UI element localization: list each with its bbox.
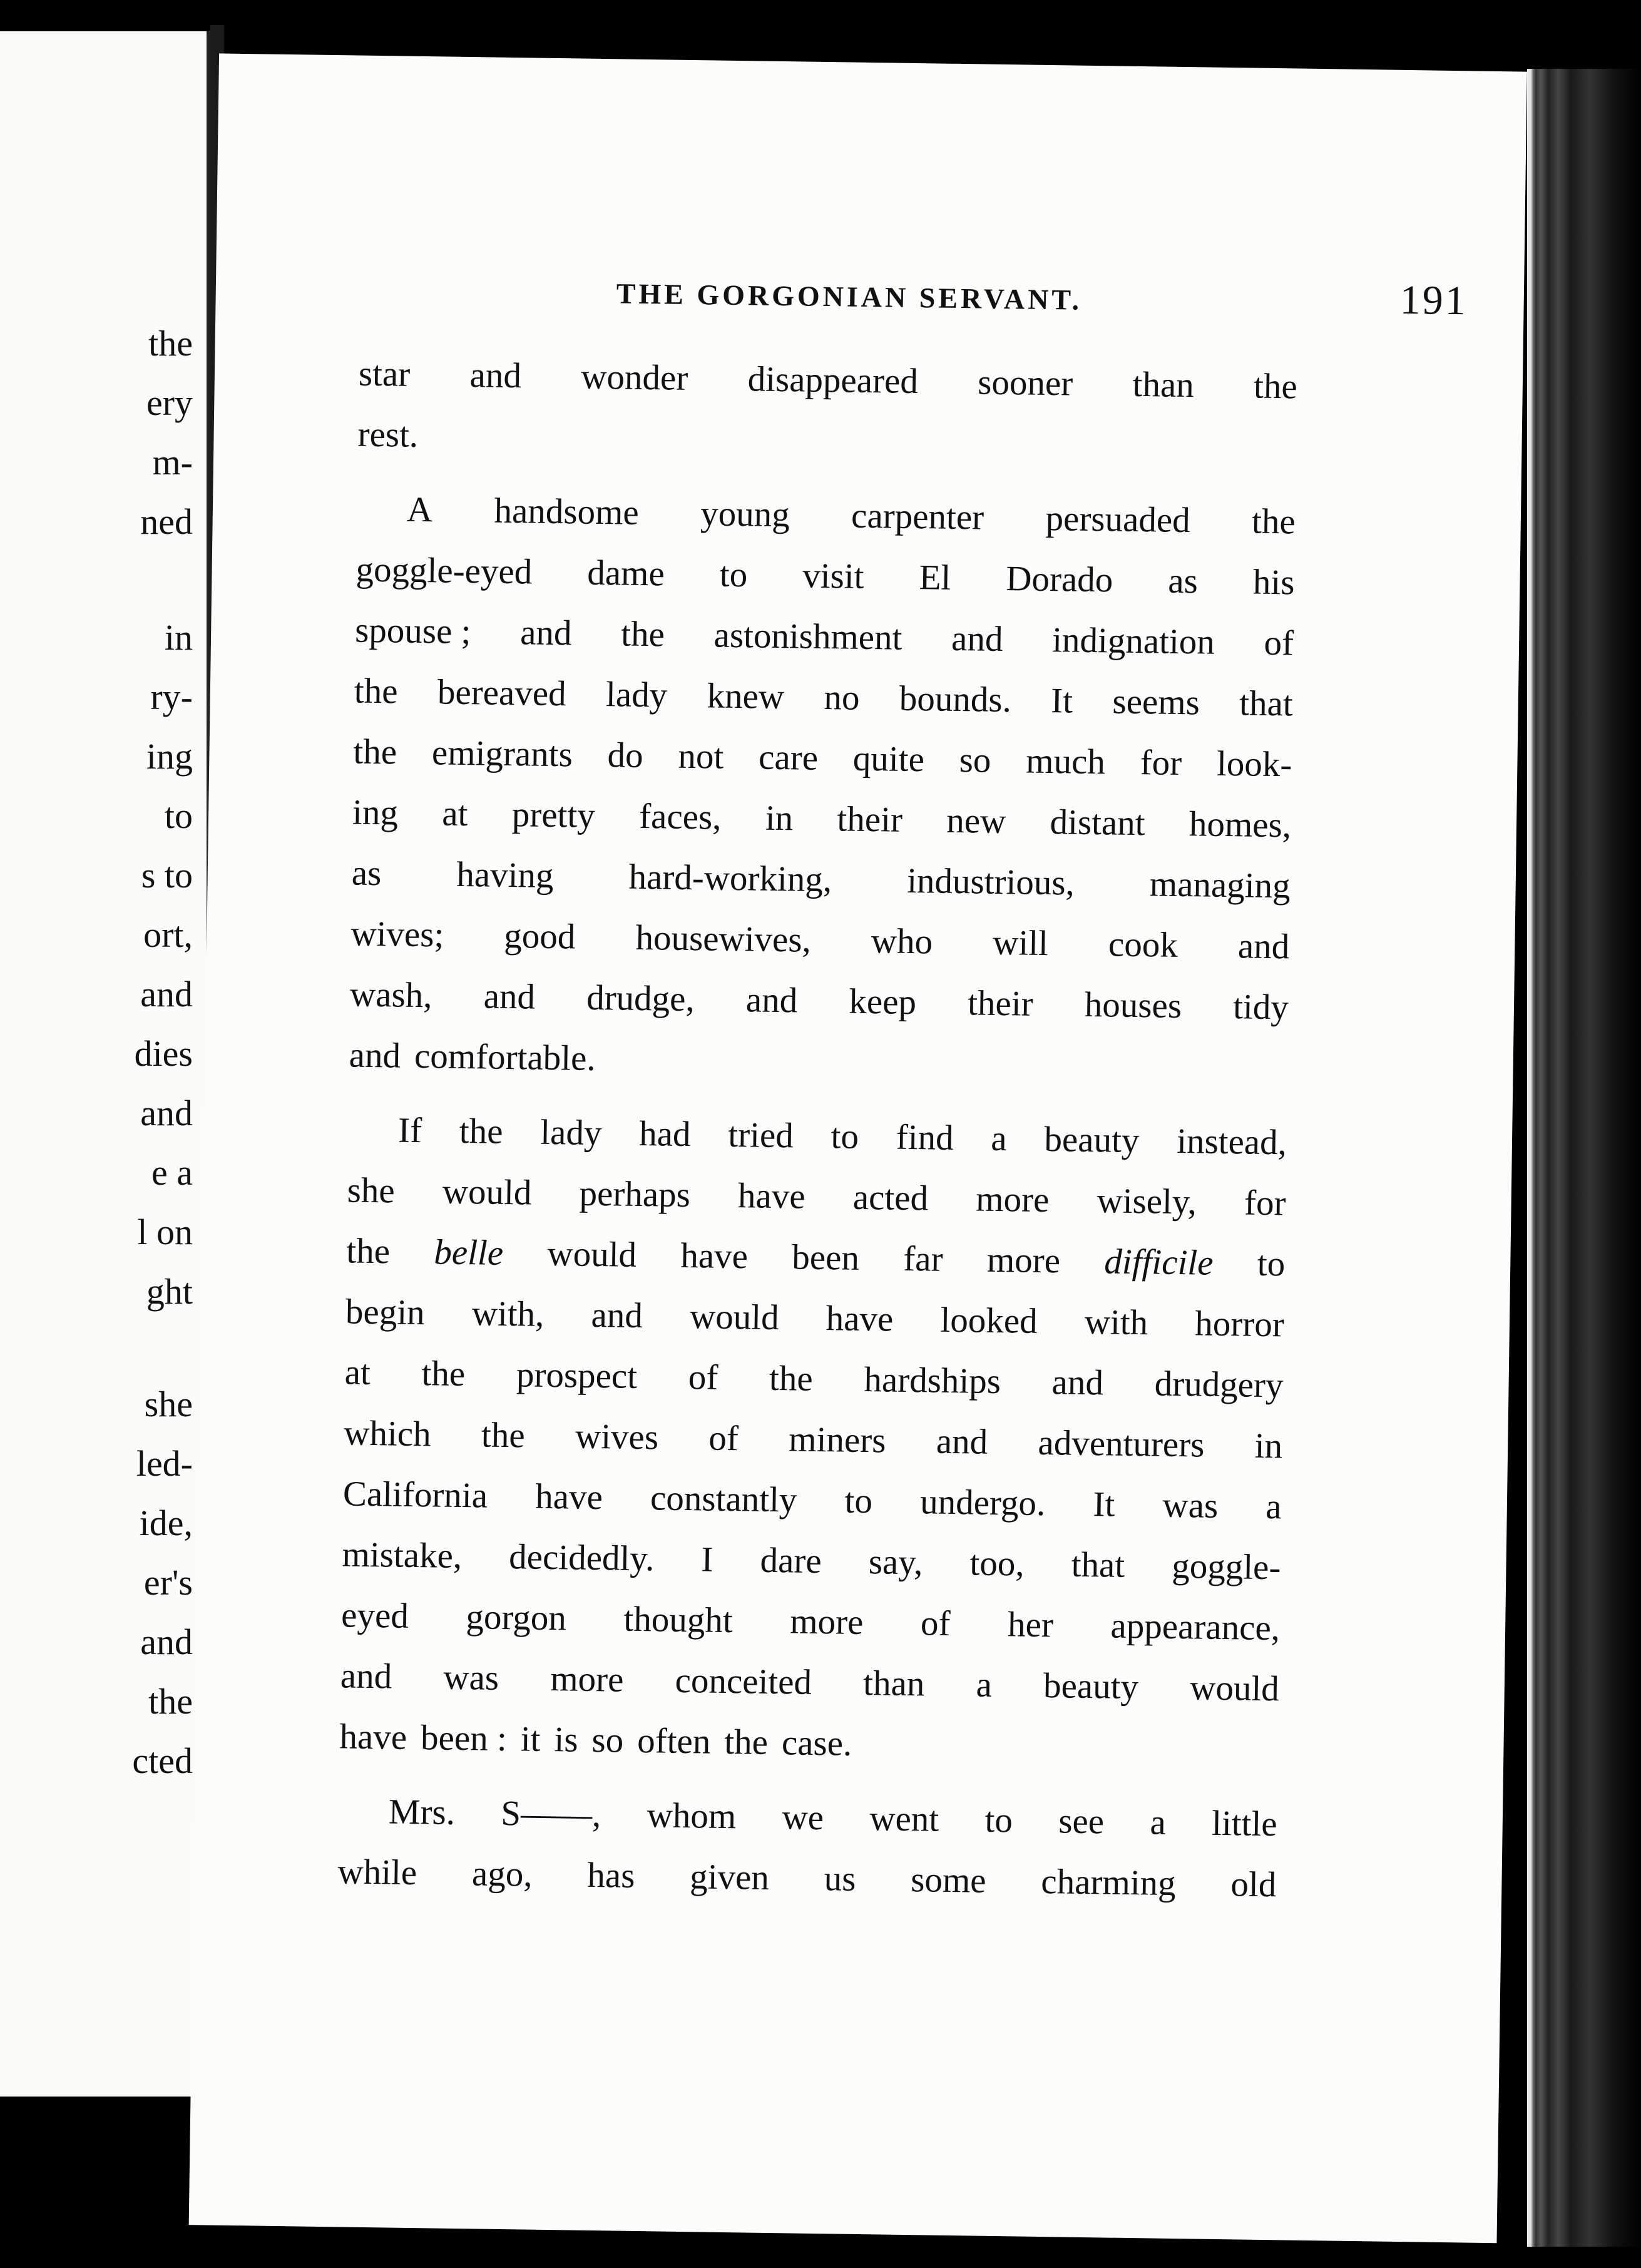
word: their	[967, 983, 1034, 1024]
word: had	[638, 1113, 691, 1155]
word: that	[1239, 683, 1294, 724]
word: the	[459, 1111, 503, 1152]
word: and	[483, 976, 536, 1017]
facing-page-fragment: ort,	[143, 914, 193, 955]
word: undergo.	[919, 1482, 1046, 1524]
word: pretty	[511, 795, 596, 835]
word: houses	[1084, 984, 1182, 1026]
word: say,	[868, 1542, 923, 1583]
word: gorgon	[466, 1597, 567, 1638]
word: visit	[802, 556, 864, 596]
word: the	[421, 1354, 466, 1394]
word: a	[990, 1118, 1008, 1159]
word: wisely,	[1097, 1181, 1197, 1222]
word: more	[975, 1179, 1050, 1220]
facing-page-fragment: ide,	[139, 1503, 193, 1543]
word: persuaded	[1045, 498, 1191, 541]
facing-page-fragment: the	[148, 323, 193, 364]
word: in	[765, 798, 794, 839]
word: rest.	[357, 414, 419, 455]
word: A	[406, 489, 433, 530]
word: went	[869, 1799, 939, 1839]
word: would	[547, 1234, 637, 1275]
word: would	[442, 1172, 532, 1213]
word: acted	[852, 1177, 929, 1218]
word: find	[896, 1117, 954, 1158]
word: it	[520, 1719, 541, 1759]
word: adventurers	[1038, 1423, 1205, 1465]
word: the	[354, 671, 398, 712]
word: thought	[623, 1599, 734, 1641]
facing-page-fragment: l on	[137, 1212, 193, 1252]
body-text	[337, 344, 1298, 1916]
facing-page-fragment: ing	[146, 736, 193, 777]
page-number: 191	[1399, 277, 1468, 324]
word: she	[347, 1170, 396, 1211]
word: constantly	[650, 1478, 797, 1520]
word: tidy	[1232, 987, 1289, 1028]
word: and	[936, 1421, 988, 1462]
word: look-	[1216, 743, 1292, 785]
word: will	[992, 922, 1049, 964]
word: managing	[1149, 864, 1291, 906]
word: more	[986, 1240, 1061, 1281]
word: knew	[707, 676, 785, 717]
word: at	[344, 1352, 371, 1392]
word: wash,	[349, 974, 432, 1016]
word: much	[1025, 741, 1106, 782]
word: with,	[471, 1294, 544, 1334]
word: young	[700, 494, 790, 535]
facing-page-fragment: to	[164, 795, 193, 836]
book-page	[189, 53, 1527, 2243]
word: whom	[647, 1796, 737, 1837]
word: case.	[781, 1723, 852, 1764]
word: and	[1051, 1362, 1104, 1403]
word: industrious,	[906, 861, 1075, 903]
word: his	[1252, 562, 1295, 603]
word: and	[340, 1656, 392, 1697]
word: appearance,	[1110, 1606, 1281, 1648]
word: too,	[969, 1543, 1025, 1584]
word: little	[1211, 1803, 1278, 1844]
running-head	[541, 265, 1468, 334]
word: to	[984, 1800, 1013, 1841]
word: belle	[433, 1232, 504, 1273]
word: sooner	[977, 362, 1073, 404]
word: no	[824, 678, 860, 718]
word: star	[358, 354, 411, 394]
word: have	[737, 1176, 806, 1217]
facing-page	[0, 31, 210, 2097]
word: and	[951, 618, 1003, 659]
word: we	[782, 1797, 824, 1838]
word: have	[534, 1476, 603, 1518]
word: of	[920, 1603, 951, 1643]
word: would	[689, 1297, 780, 1338]
word: and	[745, 980, 798, 1021]
facing-page-fragment: in	[164, 617, 193, 658]
word: spouse ;	[354, 610, 471, 652]
word: more	[550, 1659, 624, 1700]
word: and	[519, 613, 572, 653]
word: drudge,	[586, 978, 695, 1019]
word: seems	[1112, 682, 1200, 723]
word: drudgery	[1154, 1364, 1284, 1406]
word: so	[959, 740, 991, 780]
word: El	[919, 558, 951, 598]
word: has	[586, 1855, 635, 1896]
word: in	[1254, 1426, 1283, 1466]
text-line	[337, 1841, 1277, 1915]
word: and	[591, 1295, 643, 1336]
word: housewives,	[635, 917, 812, 960]
word: perhaps	[579, 1173, 691, 1215]
word: to	[844, 1481, 873, 1521]
word: astonishment	[713, 615, 902, 658]
word: for	[1244, 1183, 1287, 1223]
word: goggle-	[1171, 1546, 1281, 1588]
facing-page-fragment: and	[140, 974, 193, 1014]
facing-page-fragment: ery	[146, 382, 193, 423]
word: ing	[352, 792, 399, 833]
word: been	[791, 1237, 860, 1278]
word: at	[441, 794, 468, 834]
word: the	[723, 1722, 769, 1762]
word: some	[910, 1860, 987, 1901]
facing-page-fragment: m-	[152, 442, 193, 483]
word: horror	[1194, 1304, 1285, 1345]
word: homes,	[1189, 804, 1292, 845]
word: of	[708, 1418, 739, 1459]
word: It	[1050, 681, 1073, 721]
word: indignation	[1051, 620, 1215, 662]
word: wives	[575, 1416, 659, 1458]
word: beauty	[1044, 1119, 1140, 1161]
word: dare	[760, 1540, 822, 1581]
word: the	[353, 732, 397, 772]
word: while	[337, 1852, 417, 1893]
word: comfortable.	[414, 1036, 596, 1078]
word: having	[456, 854, 554, 896]
word: who	[871, 921, 933, 962]
word: so	[591, 1720, 624, 1760]
word: wonder	[580, 357, 688, 398]
word: their	[837, 799, 903, 840]
word: the	[620, 614, 665, 655]
word: been :	[420, 1718, 508, 1759]
facing-page-fragment: the	[148, 1681, 193, 1722]
word: Dorado	[1005, 559, 1113, 600]
word: goggle-eyed	[355, 549, 533, 592]
word: distant	[1050, 802, 1146, 844]
word: have	[339, 1717, 407, 1757]
word: have	[826, 1299, 894, 1339]
word: that	[1071, 1545, 1125, 1585]
running-head-title: THE GORGONIAN SERVANT.	[616, 277, 1083, 316]
facing-page-fragment: ned	[140, 501, 193, 542]
word: given	[689, 1857, 770, 1898]
word: ago,	[471, 1854, 533, 1894]
facing-page-fragment: ght	[146, 1271, 193, 1312]
word: the	[345, 1231, 391, 1272]
word: lady	[539, 1112, 602, 1153]
word: and	[1237, 926, 1290, 967]
word: for	[1140, 743, 1182, 783]
word: S——,	[500, 1793, 601, 1835]
word: care	[758, 737, 819, 778]
word: her	[1007, 1605, 1054, 1645]
word: miners	[788, 1419, 886, 1461]
word: keep	[848, 981, 917, 1023]
word: see	[1058, 1801, 1105, 1842]
word: looked	[940, 1300, 1038, 1341]
word: and	[349, 1035, 401, 1076]
word: tried	[727, 1115, 794, 1156]
facing-page-fragment: she	[144, 1384, 193, 1424]
word: bounds.	[899, 678, 1012, 720]
word: a	[976, 1665, 993, 1705]
word: California	[342, 1474, 488, 1516]
word: If	[397, 1110, 422, 1151]
word: new	[946, 800, 1006, 842]
word: begin	[345, 1292, 426, 1333]
word: of	[1264, 623, 1294, 663]
word: not	[678, 736, 724, 777]
facing-page-fragment: and	[140, 1093, 193, 1133]
facing-page-fragment: cted	[132, 1740, 193, 1781]
facing-page-fragment: ry-	[150, 677, 193, 717]
word: have	[680, 1235, 749, 1277]
word: more	[789, 1601, 864, 1643]
word: instead,	[1176, 1121, 1287, 1163]
word: the	[1251, 501, 1296, 542]
word: I	[701, 1540, 713, 1580]
word: with	[1084, 1302, 1148, 1343]
word: cook	[1108, 924, 1178, 965]
word: carpenter	[851, 496, 984, 538]
word: difficile	[1104, 1242, 1214, 1283]
word: do	[607, 735, 644, 775]
word: dame	[586, 553, 665, 594]
word: faces,	[638, 796, 722, 837]
word: mistake,	[342, 1535, 463, 1576]
word: the	[1253, 366, 1298, 407]
word: the	[769, 1358, 814, 1399]
word: Mrs.	[388, 1792, 456, 1832]
facing-page-fragment: e a	[151, 1152, 193, 1193]
word: eyed	[340, 1595, 409, 1636]
word: a	[1150, 1802, 1167, 1842]
word: was	[1162, 1485, 1219, 1526]
word: than	[862, 1663, 925, 1704]
facing-page-fragment: er's	[143, 1562, 193, 1603]
facing-page-fragment: led-	[136, 1443, 193, 1484]
word: wives;	[350, 914, 444, 955]
word: as	[351, 853, 382, 894]
word: emigrants	[431, 733, 573, 775]
word: old	[1230, 1864, 1277, 1905]
word: to	[831, 1116, 859, 1157]
word: decidedly.	[508, 1537, 655, 1579]
word: which	[343, 1413, 432, 1454]
word: and	[469, 355, 522, 396]
word: was	[443, 1657, 499, 1698]
word: good	[504, 916, 576, 957]
word: a	[1265, 1486, 1282, 1527]
word: to	[1257, 1244, 1286, 1284]
word: would	[1189, 1668, 1280, 1709]
word: bereaved	[437, 672, 567, 714]
word: us	[824, 1859, 856, 1899]
word: conceited	[675, 1660, 812, 1702]
word: disappeared	[747, 359, 919, 402]
word: far	[902, 1239, 944, 1279]
word: prospect	[516, 1355, 638, 1396]
word: charming	[1041, 1862, 1177, 1904]
facing-page-fragment: s to	[141, 855, 193, 896]
word: is	[554, 1720, 578, 1760]
word: lady	[605, 675, 668, 715]
facing-page-fragment: dies	[134, 1033, 193, 1074]
word: the	[481, 1415, 526, 1456]
word: beauty	[1043, 1666, 1139, 1707]
word: quite	[852, 738, 925, 780]
word: of	[688, 1357, 718, 1397]
word: to	[719, 554, 748, 595]
word: handsome	[494, 491, 640, 533]
word: It	[1093, 1484, 1115, 1525]
facing-page-fragment: and	[140, 1622, 193, 1662]
word: than	[1132, 364, 1195, 406]
word: often	[636, 1721, 711, 1762]
page-edges	[1527, 69, 1641, 2247]
word: hard-working,	[628, 857, 832, 900]
word: as	[1167, 561, 1199, 601]
word: hardships	[864, 1360, 1001, 1402]
